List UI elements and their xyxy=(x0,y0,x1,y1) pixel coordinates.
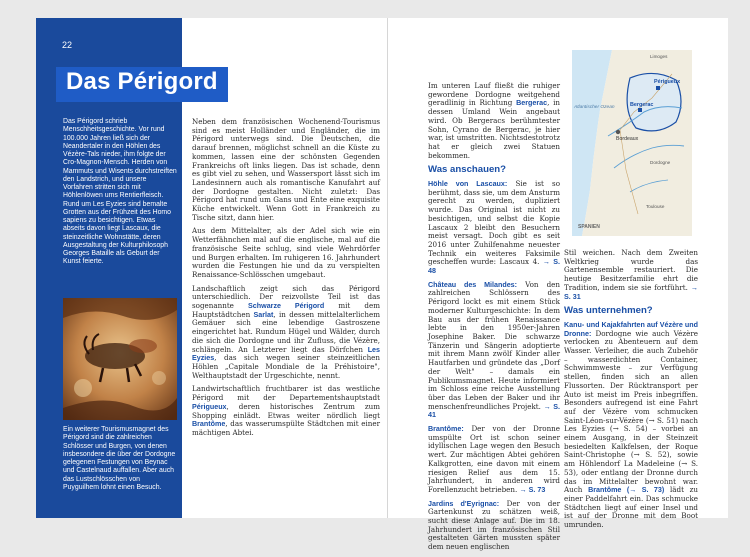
paragraph: Im unteren Lauf fließt die ruhiger gewordene Dordogne weitgehend geradlinig in Richtung Bergerac, in dessen Umland Wein angebaut wird. Ob Bergeracs berühmtester Sohn, Cyrano de Bergerac, je hier war, ist umstritten. Nichtsdestotrotz hat er gleich zwei Statuen bekommen. xyxy=(428,81,560,160)
highlight-les-eyzies: Les Eyzies xyxy=(192,345,380,363)
section-heading-was-anschauen: Was anschauen? xyxy=(428,164,507,176)
map-label-spanien: SPANIEN xyxy=(578,224,600,230)
map-label-dordogne: Dordogne xyxy=(650,160,671,165)
page-reference: → S. 73 xyxy=(519,485,546,494)
map-label-bordeaux: Bordeaux xyxy=(616,136,639,142)
sight-lascaux: Höhle von Lascaux: Sie ist so berühmt, dass sie, um dem Ansturm gerecht zu werden, dupliziert wurde. Das Original ist nicht zu besichtigen, und selbst die Kopie Lascaux 2 bleibt den Besuchern meist versagt. Doch gibt es seit 2016 unter Zuhilfenahme neuester Technik ein weiteres Faksimile gescheffen wurde: Lascaux 4. → S. 48 xyxy=(428,179,560,276)
highlight-brantome: Brantôme xyxy=(192,420,226,429)
photo-caption: Ein weiterer Tourismusmagnet des Périgord sind die zahlreichen Schlösser und Burgen, von denen insbesondere die über der Dordogne gelegenen Festungen von Beynac und Castelnaud auffallen. Aber auch das Lustschlösschen von Puyguilhem lohnt einen Besuch. xyxy=(63,426,176,491)
sight-brantome: Brantôme: Der von der Dronne umspülte Ort ist schon seiner idyllischen Lage wegen den Besuch wert. Zur mächtigen Abtei gehören Kalkgrotten, eine davon mit einem riesigen Relief aus dem 15. Jahrhundert, in anderen wird Forellenzucht betrieben. → S. 73 xyxy=(428,424,560,494)
paragraph: Neben dem französischen Wochenend-Tourismus sind es meist Holländer und Engländer, die im Périgord unterwegs sind. Die Deutschen, die darauf brennen, möglichst schnell an die Küste zu kommen, lassen eine der schönsten Gegenden Frankreichs oft links liegen. Das ist schade, denn es gibt viel zu sehen, und Wassersport lässt sich im Landesinnern auch als romantische Kanufahrt auf der Dordogne gestalten. Nicht zuletzt: Das Périgord hat rund um Gans und Ente eine exquisite Küche entwickelt. Wenn Gott in Frankreich zu Tische sitzt, dann hier. xyxy=(192,117,380,222)
right-page xyxy=(388,18,728,552)
sight-eyrignac: Jardins d'Eyrignac: Der von der Gartenkunst zu schätzen weiß, sucht diese Anlage auf. Die im 18. Jahrhundert im französischen Stil gestalteten Gärten mussten später dem neuen englischen xyxy=(428,498,560,552)
map-label-perigueux: Périgueux xyxy=(654,79,681,85)
highlight-sarlat: Sarlat xyxy=(253,310,274,319)
right-body-column-1 xyxy=(428,82,560,557)
paragraph: Stil weichen. Nach dem Zweiten Weltkrieg wurde das Gartenensemble restauriert. Die heutige Besitzerfamilie ehrt die Tradition, indem sie sie fortführt. → S. 31 xyxy=(564,248,698,301)
page-reference: (→ S. 73) xyxy=(621,486,665,495)
highlight-perigueux: Périgueux xyxy=(192,402,227,411)
paragraph: Landschaftlich zeigt sich das Périgord unterschiedlich. Der reizvollste Teil ist das sogenannte Schwarze Périgord mit dem Hauptstädtchen Sarlat, in dessen mittelalterlichem Gemäuer sich eine lebendige Gastroszene eingerichtet hat. Rundum Hügel und Wälder, durch die sich die Dordogne und ihr Zufluss, die Vézère, schlängeln. An Letzterer liegt das Dörfchen Les Eyzies, das sich wegen seiner steinzeitlichen Höhlen „Capitale Mondiale de la Préhistoire", Welthauptstadt der Urgeschichte, nennt. xyxy=(192,283,380,380)
highlight-schwarze-perigord: Schwarze Périgord xyxy=(248,302,325,311)
page-number: 22 xyxy=(62,40,73,50)
highlight-bergerac: Bergerac xyxy=(516,99,548,108)
activity-kayak: Kanu- und Kajakfahrten auf Vézère und Dronne: Dordogne wie auch Vézère verlocken zu Abenteuern auf dem Wasser. Verleiher, die auch Zubehör – wasserdichten Container, Schwimmweste – zur Verfügung stellen, finden sich an allen Flussorten. Der Rücktransport per Auto ist meist im Preis inbegriffen. Besonders aufregend ist eine Fahrt auf der Vézère vom schmucken Saint-Léon-sur-Vézère (→ S. 51) nach Les Eyzies (→ S. 54) – vorbei an einem Ausgang, in der Steinzeit besiedelten Kalkfelsen, der Roque Saint-Christophe (→ S. 52), sowie am Höhlendorf La Madeleine (→ S. 53), oder entlang der Dronne durch das im Mittelalter bewohnt war. Auch Brantôme (→ S. 73) lädt zu einer Paddelfahrt ein. Das schmucke Städtchen liegt auf einer Insel und ist auf der Dronne mit dem Boot umrunden. xyxy=(564,320,698,530)
sight-milandes: Château des Milandes: Von den zahlreichen Schlössern des Périgord lockt es mit einem Stück moderner Kulturgeschichte: In dem Bau aus der frühen Renaissance lebte in den 1950er-Jahren Josephine Baker. Die schwarze Tänzerin und Sängerin adoptierte mit ihrem Mann zwölf Kinder aller Hautfarben und gründete das „Dorf der Welt" – damals ein Publikumsmagnet. Heute informiert im Schloss eine reiche Ausstellung über das Leben der Baker und ihr menschenfreundliches Projekt. → S. 41 xyxy=(428,279,560,420)
city-marker xyxy=(656,86,660,90)
city-marker xyxy=(638,108,642,112)
intro-text: Das Périgord schrieb Menschheitsgeschichte. Vor rund 100.000 Jahren ließ sich der Neandertaler in den Höhlen des Vézère-Tals nieder, ihm folgte der Cro-Magnon-Mensch. Herden von Mammuts und Wisents durchstreiften den Landstrich, und unsere Vorfahren stritten sich mit Höhlenlöwen ums Rentierfleisch. Rund um Les Eyzies sind bemalte Grotten aus der Frühzeit des Homo sapiens zu besichtigen. Etwas abseits davon liegt Lascaux, die steinzeitliche Wohnstätte, deren Ausgestaltung der Kulturphilosoph Georges Bataille als Geburt der Kunst feierte. xyxy=(63,118,177,266)
page-reference: → S. 48 xyxy=(428,258,560,276)
map-label-limoges: Limoges xyxy=(650,54,668,59)
section-heading-was-unternehmen: Was unternehmen? xyxy=(564,305,653,317)
page-reference: → S. 31 xyxy=(564,283,698,301)
left-body-column xyxy=(192,118,380,443)
paragraph: Aus dem Mittelalter, als der Adel sich wie ein Wetterfähnchen mal auf die englische, mal auf die französische Seite schlug, sind viele Wehrdörfer und Burgen erhalten. Im ruhigeren 16. Jahrhundert wurden die Festungen hie und da zu verspielten Renaissance-Schlösschen umgebaut. xyxy=(192,226,380,279)
highlight-brantome: Brantôme xyxy=(588,486,622,495)
map-label-bergerac: Bergerac xyxy=(630,102,654,108)
right-body-column-2 xyxy=(564,249,698,535)
map-label-ocean: Atlantischer Ozean xyxy=(574,105,615,110)
region-map xyxy=(572,50,692,236)
page-reference: → S. 41 xyxy=(428,402,560,420)
paragraph: Landwirtschaftlich fruchtbarer ist das westliche Périgord mit der Departementshauptstadt Périgueux, deren historisches Zentrum zum Shopping einlädt. Etwas weiter nördlich liegt Brantôme, das wasserumspülte Städtchen mit einer mächtigen Abtei. xyxy=(192,384,380,437)
page-title: Das Périgord xyxy=(66,68,218,95)
map-label-toulouse: Toulouse xyxy=(646,204,665,209)
cave-painting-photo xyxy=(63,298,177,420)
left-page xyxy=(36,18,388,518)
